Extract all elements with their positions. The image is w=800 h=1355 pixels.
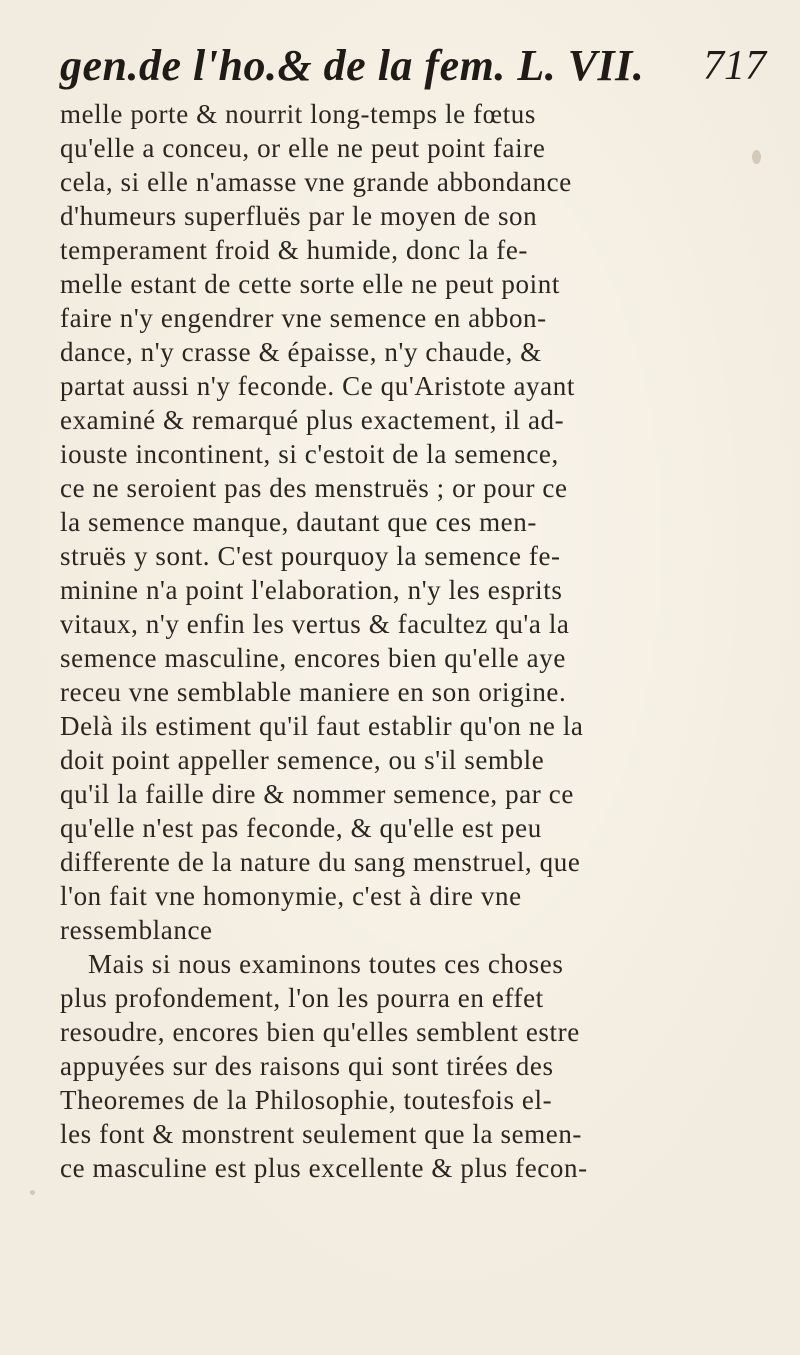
text-line: d'humeurs superfluës par le moyen de son: [60, 201, 538, 231]
text-line: faire n'y engendrer vne semence en abbon-: [60, 303, 547, 333]
text-line: les font & monstrent seulement que la semen-: [60, 1119, 583, 1149]
text-line: receu vne semblable maniere en son origine.: [60, 677, 567, 707]
body-text: [60, 97, 776, 1185]
text-line: struës y sont. C'est pourquoy la semence fe-: [60, 541, 561, 571]
text-line: melle porte & nourrit long-temps le fœtus: [60, 99, 537, 129]
text-line: semence masculine, encores bien qu'elle aye: [60, 643, 566, 673]
text-line: la semence manque, dautant que ces men-: [60, 507, 537, 537]
text-line: minine n'a point l'elaboration, n'y les esprits: [60, 575, 563, 605]
text-line: l'on fait vne homonymie, c'est à dire vne: [60, 881, 522, 911]
paper-speck: [752, 150, 761, 164]
text-line: Mais si nous examinons toutes ces choses: [88, 949, 564, 979]
text-line: iouste incontinent, si c'estoit de la semence,: [60, 439, 559, 469]
text-line: cela, si elle n'amasse vne grande abbondance: [60, 167, 572, 197]
page-number: 717: [703, 43, 766, 89]
text-line: ce ne seroient pas des menstruës ; or pour ce: [60, 473, 568, 503]
text-line: melle estant de cette sorte elle ne peut point: [60, 269, 560, 299]
text-line: doit point appeller semence, ou s'il semble: [60, 745, 545, 775]
running-head: gen.de l'ho.& de la fem. L. VII.: [60, 41, 645, 90]
text-line: Delà ils estiment qu'il faut establir qu'on ne la: [60, 711, 584, 741]
text-line: examiné & remarqué plus exactement, il ad-: [60, 405, 565, 435]
text-line: qu'elle n'est pas feconde, & qu'elle est peu: [60, 813, 542, 843]
page-header: [60, 30, 766, 100]
text-line: ce masculine est plus excellente & plus fecon-: [60, 1153, 588, 1183]
text-line: appuyées sur des raisons qui sont tirées des: [60, 1051, 554, 1081]
text-line: Theoremes de la Philosophie, toutesfois el-: [60, 1085, 553, 1115]
text-line: differente de la nature du sang menstruel, que: [60, 847, 581, 877]
text-line: partat aussi n'y feconde. Ce qu'Aristote ayant: [60, 371, 575, 401]
paper-speck: [30, 1190, 35, 1195]
text-line: vitaux, n'y enfin les vertus & facultez qu'a la: [60, 609, 570, 639]
text-line: qu'il la faille dire & nommer semence, par ce: [60, 779, 574, 809]
text-line: temperament froid & humide, donc la fe-: [60, 235, 528, 265]
text-line: qu'elle a conceu, or elle ne peut point faire: [60, 133, 546, 163]
text-line: dance, n'y crasse & épaisse, n'y chaude, &: [60, 337, 542, 367]
text-line: plus profondement, l'on les pourra en effet: [60, 983, 544, 1013]
text-line: ressemblance: [60, 915, 213, 945]
text-line: resoudre, encores bien qu'elles semblent estre: [60, 1017, 580, 1047]
